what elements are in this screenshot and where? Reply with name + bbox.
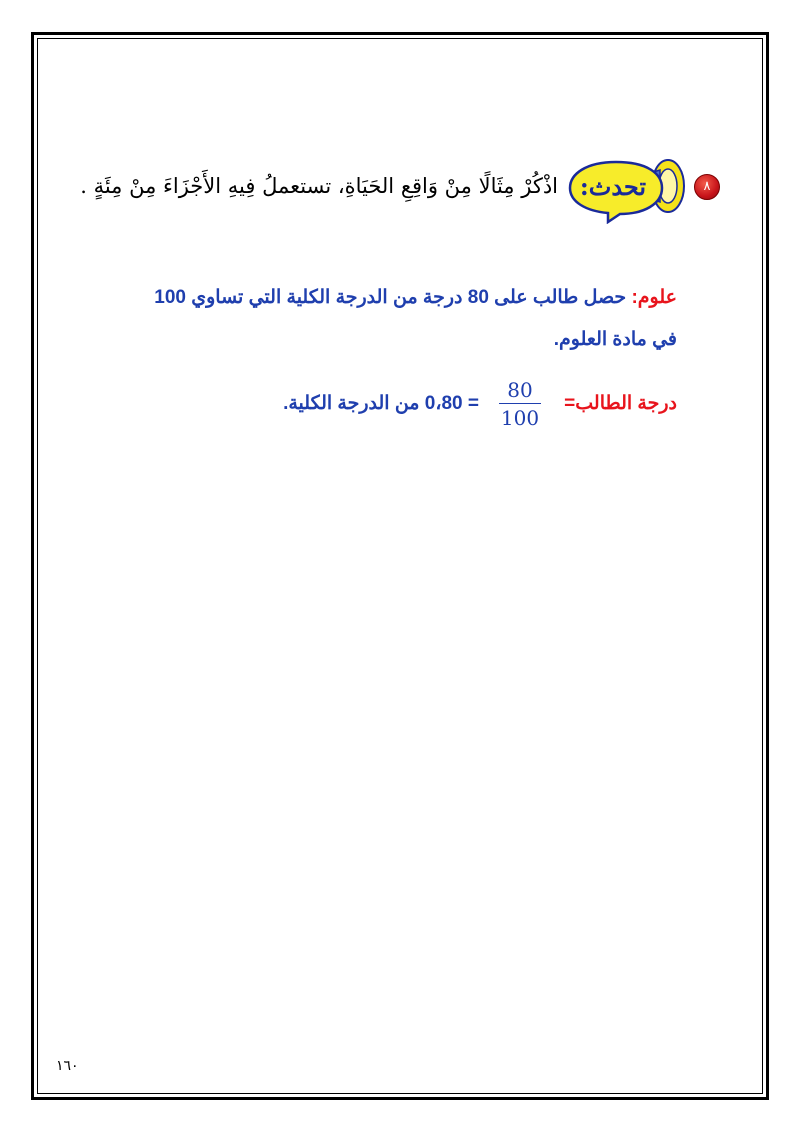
fraction: [499, 378, 541, 430]
page-number: ١٦٠: [56, 1058, 79, 1074]
answer-line-1-text: حصل طالب على 80 درجة من الدرجة الكلية التي تساوي 100: [154, 287, 632, 308]
equation-label: درجة الطالب=: [564, 393, 677, 414]
equation-row: [257, 378, 677, 430]
subject-label: علوم:: [631, 287, 677, 308]
question-row: [80, 152, 730, 232]
answer-line-1: [154, 286, 677, 309]
question-text: اذْكُرْ مِثَالًا مِنْ وَاقِعِ الحَيَاةِ، تستعملُ فِيهِ الأَجْزَاءَ مِنْ مِئَةٍ .: [80, 174, 558, 198]
fraction-denominator: 100: [500, 406, 540, 430]
fraction-bar: [499, 403, 541, 404]
equation-result: = 0،80 من الدرجة الكلية.: [283, 393, 479, 414]
question-number-badge: ٨: [694, 174, 720, 200]
answer-line-2: في مادة العلوم.: [553, 329, 677, 350]
speak-label: تحدث:: [579, 172, 647, 201]
fraction-numerator: 80: [507, 378, 533, 402]
